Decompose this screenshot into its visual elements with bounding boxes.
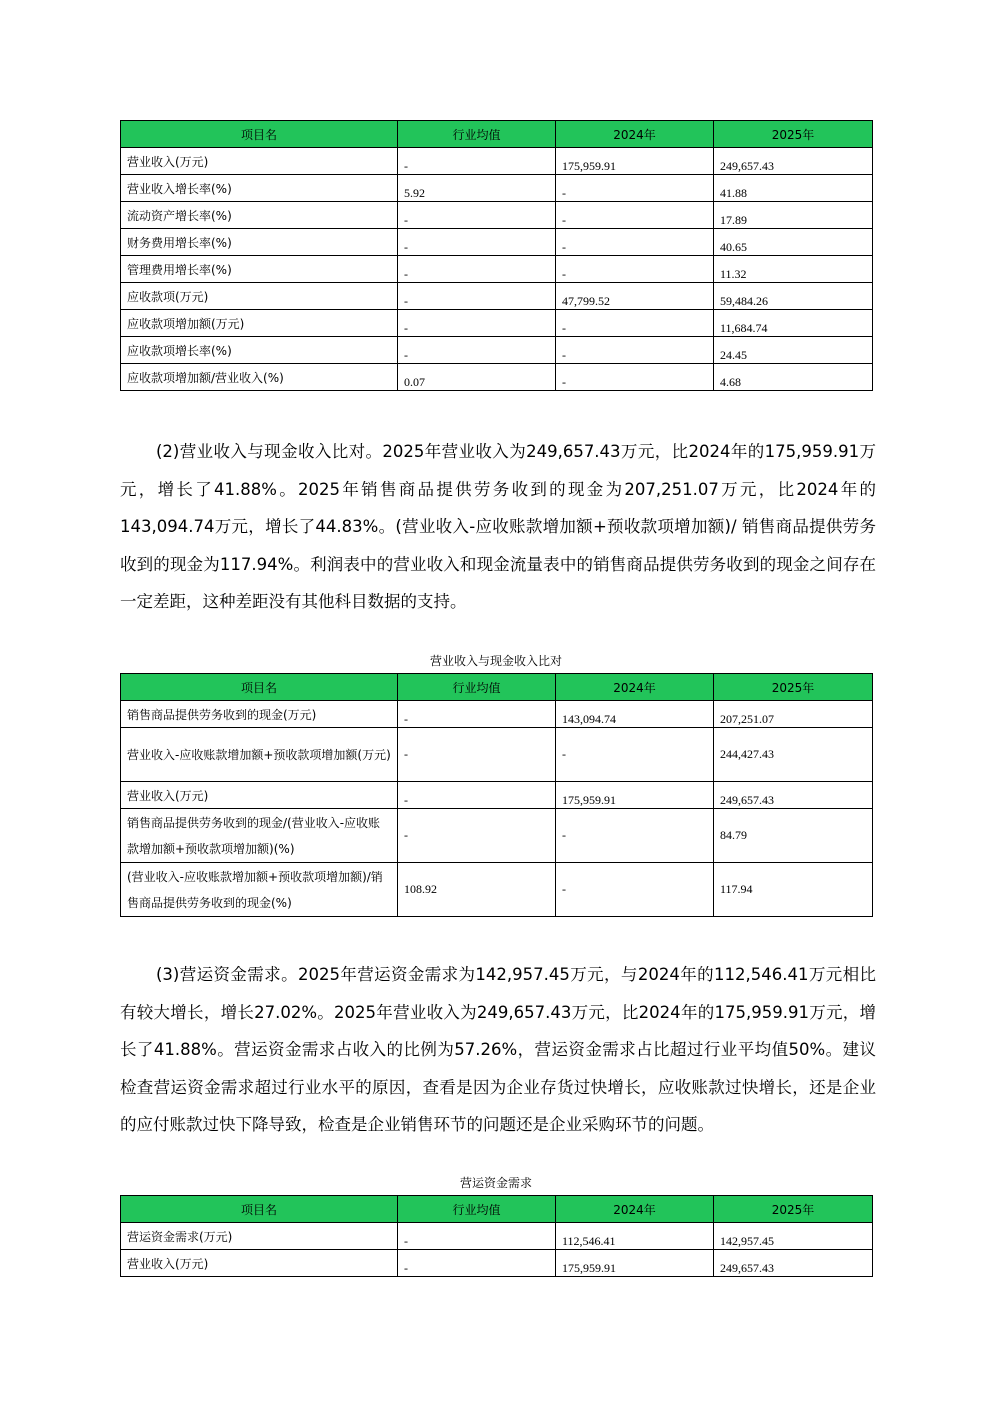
header-item-name: 项目名 xyxy=(121,1196,398,1223)
cell-2025: 84.79 xyxy=(714,809,873,863)
table-row xyxy=(121,1223,873,1250)
cell-industry-avg: - xyxy=(398,782,556,809)
table-row xyxy=(121,229,873,256)
header-2025: 2025年 xyxy=(714,674,873,701)
revenue-vs-cash-table xyxy=(120,673,873,917)
cell-2024: - xyxy=(556,175,714,202)
cell-2024: - xyxy=(556,256,714,283)
cell-industry-avg: 108.92 xyxy=(398,863,556,917)
header-2025: 2025年 xyxy=(714,1196,873,1223)
table-row xyxy=(121,809,873,863)
cell-2024: - xyxy=(556,310,714,337)
table-row xyxy=(121,283,873,310)
row-label: 管理费用增长率(%) xyxy=(121,256,398,283)
table-row xyxy=(121,782,873,809)
cell-2024: - xyxy=(556,229,714,256)
cell-2024: - xyxy=(556,863,714,917)
cell-2025: 249,657.43 xyxy=(714,1250,873,1277)
analysis-paragraph-revenue-vs-cash: (2)营业收入与现金收入比对。2025年营业收入为249,657.43万元，比2024年的175,959.91万元，增长了41.88%。2025年销售商品提供劳务收到的现金为207,251.07万元，比2024年的143,094.74万元，增长了44.83%。(营业收入-应收账款增加额+预收款项增加额)/ 销售商品提供劳务收到的现金为117.94%。利润表中的营业收入和现金流量表中的销售商品提供劳务收到的现金之间存在一定差距，这种差距没有其他科目数据的支持。 xyxy=(120,442,876,611)
table-row xyxy=(121,202,873,229)
table-row xyxy=(121,310,873,337)
header-industry-avg: 行业均值 xyxy=(398,1196,556,1223)
cell-industry-avg: - xyxy=(398,283,556,310)
table-caption: 营业收入与现金收入比对 xyxy=(429,654,562,668)
table-row xyxy=(121,364,873,391)
cell-industry-avg: - xyxy=(398,256,556,283)
table-header-row xyxy=(121,1196,873,1223)
cell-2025: 4.68 xyxy=(714,364,873,391)
cell-industry-avg: - xyxy=(398,1223,556,1250)
row-label: 营业收入-应收账款增加额+预收款项增加额(万元) xyxy=(121,728,398,782)
cell-2024: - xyxy=(556,728,714,782)
cell-2025: 249,657.43 xyxy=(714,148,873,175)
cell-industry-avg: - xyxy=(398,229,556,256)
table-row xyxy=(121,256,873,283)
cell-2024: 175,959.91 xyxy=(556,782,714,809)
cell-industry-avg: 0.07 xyxy=(398,364,556,391)
header-industry-avg: 行业均值 xyxy=(398,674,556,701)
table-row xyxy=(121,1250,873,1277)
row-label: 流动资产增长率(%) xyxy=(121,202,398,229)
cell-2024: - xyxy=(556,809,714,863)
analysis-paragraph-working-capital: (3)营运资金需求。2025年营运资金需求为142,957.45万元，与2024年的112,546.41万元相比有较大增长，增长27.02%。2025年营业收入为249,657.43万元，比2024年的175,959.91万元，增长了41.88%。营运资金需求占收入的比例为57.26%，营运资金需求占比超过行业平均值50%。建议检查营运资金需求超过行业水平的原因，查看是因为企业存货过快增长，应收账款过快增长，还是企业的应付账款过快下降导致，检查是企业销售环节的问题还是企业采购环节的问题。 xyxy=(120,965,876,1134)
cell-2025: 142,957.45 xyxy=(714,1223,873,1250)
header-2024: 2024年 xyxy=(556,674,714,701)
cell-2024: - xyxy=(556,202,714,229)
cell-2025: 244,427.43 xyxy=(714,728,873,782)
cell-2024: 143,094.74 xyxy=(556,701,714,728)
header-2025: 2025年 xyxy=(714,121,873,148)
table-row xyxy=(121,728,873,782)
row-label: 财务费用增长率(%) xyxy=(121,229,398,256)
cell-2024: - xyxy=(556,337,714,364)
cell-2025: 59,484.26 xyxy=(714,283,873,310)
cell-2025: 11,684.74 xyxy=(714,310,873,337)
cell-industry-avg: 5.92 xyxy=(398,175,556,202)
row-label: 应收款项增长率(%) xyxy=(121,337,398,364)
table-row xyxy=(121,148,873,175)
row-label: 销售商品提供劳务收到的现金(万元) xyxy=(121,701,398,728)
cell-industry-avg: - xyxy=(398,310,556,337)
cell-industry-avg: - xyxy=(398,337,556,364)
cell-industry-avg: - xyxy=(398,148,556,175)
working-capital-table xyxy=(120,1195,873,1277)
table-header-row xyxy=(121,674,873,701)
row-label: 营运资金需求(万元) xyxy=(121,1223,398,1250)
cell-industry-avg: - xyxy=(398,202,556,229)
row-label: 营业收入(万元) xyxy=(121,1250,398,1277)
row-label: 应收款项增加额(万元) xyxy=(121,310,398,337)
table-row xyxy=(121,175,873,202)
revenue-metrics-table xyxy=(120,120,873,391)
header-item-name: 项目名 xyxy=(121,121,398,148)
table-caption: 营运资金需求 xyxy=(459,1176,532,1190)
cell-2024: 175,959.91 xyxy=(556,1250,714,1277)
row-label: (营业收入-应收账款增加额+预收款项增加额)/销售商品提供劳务收到的现金(%) xyxy=(121,863,398,917)
cell-2025: 249,657.43 xyxy=(714,782,873,809)
cell-2024: 175,959.91 xyxy=(556,148,714,175)
cell-2025: 11.32 xyxy=(714,256,873,283)
cell-2024: 47,799.52 xyxy=(556,283,714,310)
cell-industry-avg: - xyxy=(398,1250,556,1277)
header-2024: 2024年 xyxy=(556,121,714,148)
cell-2025: 207,251.07 xyxy=(714,701,873,728)
row-label: 应收款项(万元) xyxy=(121,283,398,310)
header-item-name: 项目名 xyxy=(121,674,398,701)
row-label: 营业收入(万元) xyxy=(121,782,398,809)
cell-2025: 117.94 xyxy=(714,863,873,917)
cell-industry-avg: - xyxy=(398,809,556,863)
cell-2025: 17.89 xyxy=(714,202,873,229)
table-row xyxy=(121,701,873,728)
table-header-row xyxy=(121,121,873,148)
table-row xyxy=(121,337,873,364)
row-label: 营业收入增长率(%) xyxy=(121,175,398,202)
table-row xyxy=(121,863,873,917)
cell-2025: 40.65 xyxy=(714,229,873,256)
header-industry-avg: 行业均值 xyxy=(398,121,556,148)
header-2024: 2024年 xyxy=(556,1196,714,1223)
cell-2025: 24.45 xyxy=(714,337,873,364)
cell-industry-avg: - xyxy=(398,728,556,782)
row-label: 销售商品提供劳务收到的现金/(营业收入-应收账款增加额+预收款项增加额)(%) xyxy=(121,809,398,863)
cell-industry-avg: - xyxy=(398,701,556,728)
cell-2025: 41.88 xyxy=(714,175,873,202)
row-label: 应收款项增加额/营业收入(%) xyxy=(121,364,398,391)
row-label: 营业收入(万元) xyxy=(121,148,398,175)
cell-2024: - xyxy=(556,364,714,391)
cell-2024: 112,546.41 xyxy=(556,1223,714,1250)
